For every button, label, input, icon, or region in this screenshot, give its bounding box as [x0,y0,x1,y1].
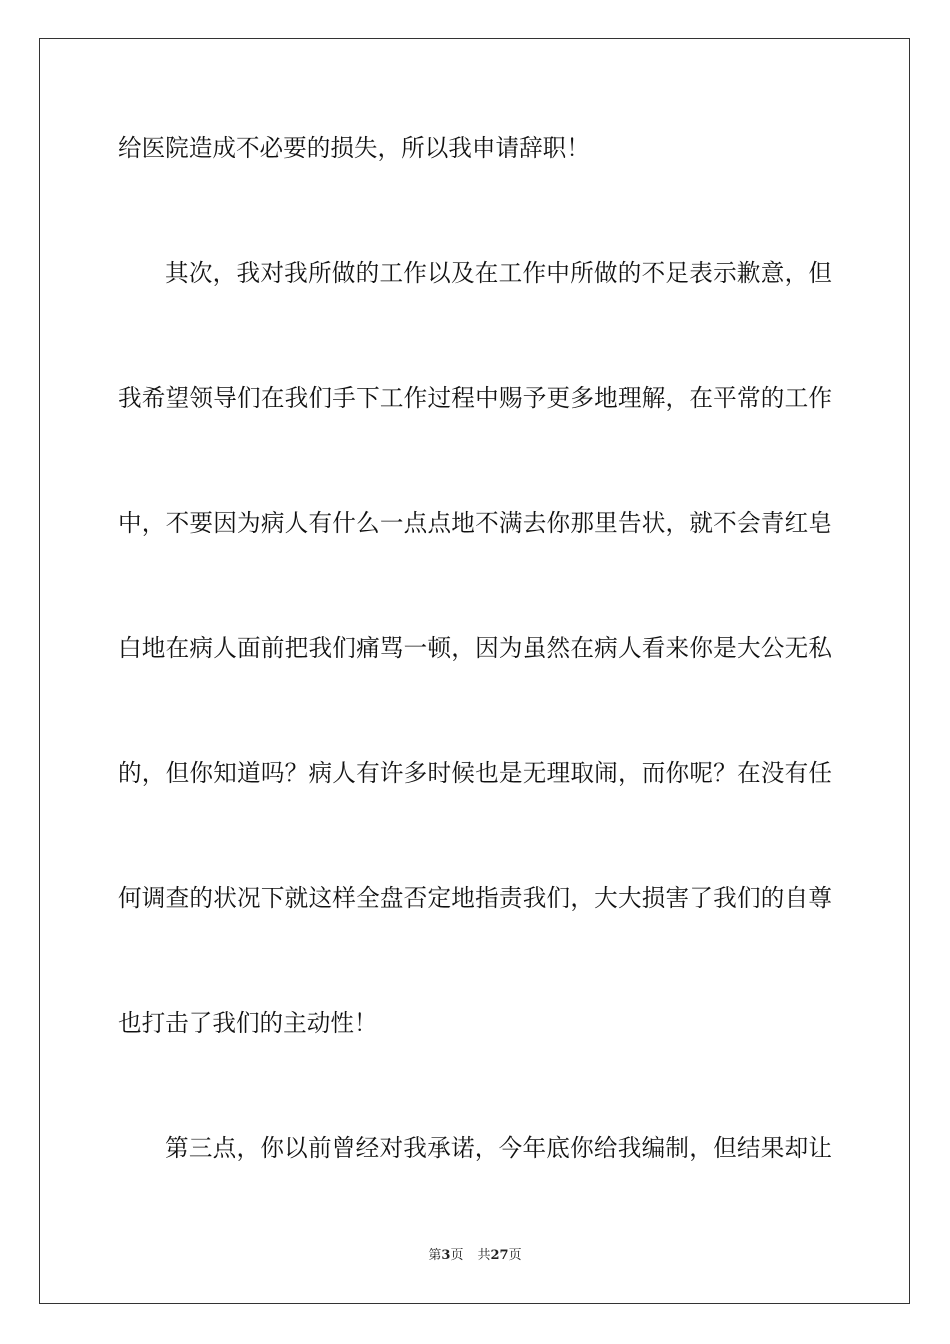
page-suffix: 页 [450,1248,464,1263]
paragraph-line: 给医院造成不必要的损失，所以我申请辞职！ [118,134,590,162]
paragraph-line: 第三点，你以前曾经对我承诺，今年底你给我编制，但结果却让 [165,1134,832,1162]
paragraph-line: 的，但你知道吗？病人有许多时候也是无理取闹，而你呢？在没有任 [118,759,832,787]
paragraph-line: 中，不要因为病人有什么一点点地不满去你那里告状，就不会青红皂 [118,509,832,537]
total-page-count: 27 [490,1248,509,1263]
page-prefix: 第 [428,1248,442,1263]
page-footer [0,1246,950,1266]
paragraph-line: 我希望领导们在我们手下工作过程中赐予更多地理解，在平常的工作 [118,384,832,412]
total-suffix: 页 [508,1248,522,1263]
total-prefix: 共 [477,1248,491,1263]
paragraph-line: 何调查的状况下就这样全盘否定地指责我们，大大损害了我们的自尊 [118,884,832,912]
current-page-number: 3 [441,1248,451,1263]
paragraph-line: 也打击了我们的主动性！ [118,1009,378,1037]
page-border [39,38,910,1304]
paragraph-line: 白地在病人面前把我们痛骂一顿，因为虽然在病人看来你是大公无私 [118,634,832,662]
paragraph-line: 其次，我对我所做的工作以及在工作中所做的不足表示歉意，但 [165,259,832,287]
